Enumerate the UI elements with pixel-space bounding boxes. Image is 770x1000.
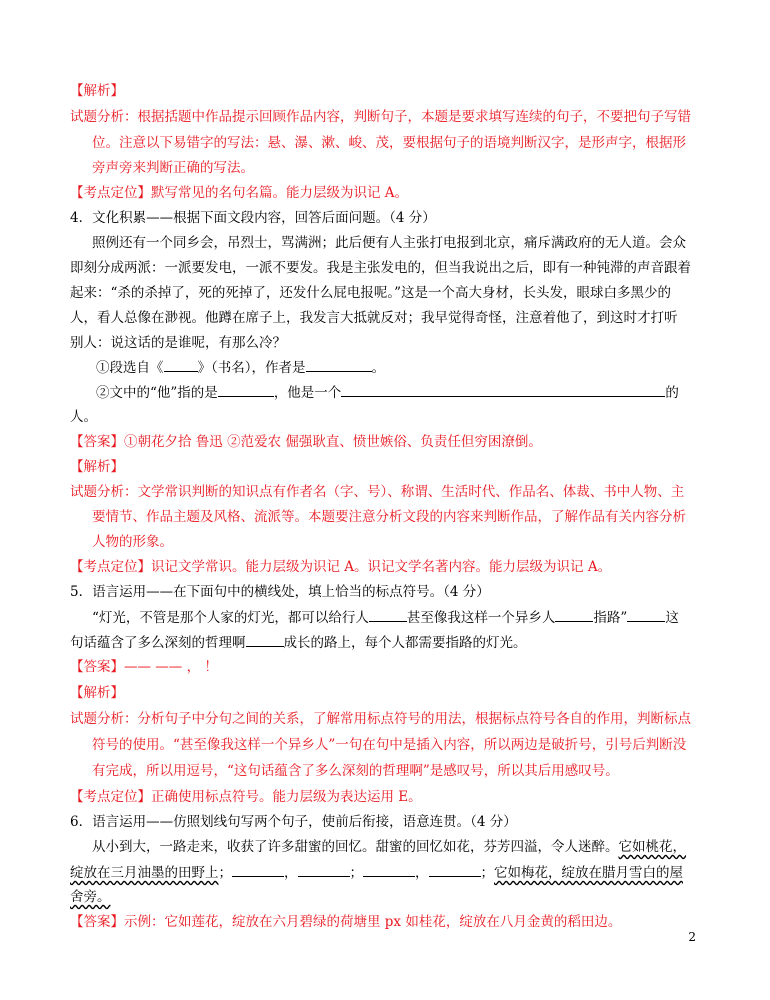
blank-punct-4[interactable] [246,633,284,647]
analysis-line: 人物的形象。 [92,534,173,550]
sub-question-2-end: 人。 [70,409,97,425]
blank-author[interactable] [306,358,372,372]
blank-book-title[interactable] [164,358,198,372]
blank-punct-2[interactable] [555,608,593,622]
question-5-line: “灯光，不管是那个人家的灯光，都可以给行人 甚至像我这样一个异乡人 指路” 这 [92,610,679,626]
question-5-line: 句话蕴含了多么深刻的哲理啊 成长的路上，每个人都需要指路的灯光。 [70,635,527,651]
analysis-line: 位。注意以下易错字的写法：悬、瀑、漱、峻、茂，要根据句子的语境判断汉字，是形声字，根据形 [92,135,686,151]
blank-sentence-1b[interactable] [298,863,350,877]
blank-sentence-2a[interactable] [363,863,415,877]
kaodian-line [70,184,408,202]
analysis-line: 旁声旁来判断正确的写法。 [92,160,254,176]
question-4-title: 4．文化积累——根据下面文段内容，回答后面问题。（4 分） [70,210,436,226]
analysis-line: 有完成，所以用逗号，“这句话蕴含了多么深刻的哲理啊”是感叹号，所以其后用感叹号。 [92,763,619,779]
analysis-line: 符号的使用。“甚至像我这样一个异乡人”一句在句中是插入内容，所以两边是破折号，引号后判断没 [92,737,687,753]
blank-person[interactable] [218,383,274,397]
underlined-sentence: 舍旁。 [70,889,111,905]
analysis-line: 要情节、作品主题及风格、流派等。本题要注意分析文段的内容来判断作品，了解作品有关内容分析 [92,509,686,525]
blank-sentence-1a[interactable] [232,863,284,877]
kaodian-line: 【考点定位】识记文学常识。能力层级为识记 A。识记文学名著内容。能力层级为识记 A。 [70,559,612,575]
blank-sentence-2b[interactable] [429,863,481,877]
page-number: 2 [688,930,696,944]
sub-question-1: ①段选自《 》（书名），作者是 。 [96,360,385,376]
passage-line: 起来：“杀的杀掉了，死的死掉了，还发什么屁电报呢。”这是一个高大身材，长头发，眼球白多黑少的 [70,285,672,301]
blank-punct-3[interactable] [627,608,665,622]
question-6-line [70,888,111,906]
kaodian-text: 【考点定位】默写常见的名句名篇。能力层级为识记 A。 [70,185,409,201]
kaodian-line: 【考点定位】正确使用标点符号。能力层级为表达运用 E。 [70,789,422,805]
underlined-sentence: 绽放在三月油墨的田野上 [70,865,219,881]
passage-line: 人，看人总像在渺视。他蹲在席子上，我发言大抵就反对；我早觉得奇怪，注意着他了，到这时才打听 [70,310,678,326]
underlined-sentence: 它如桃花， [618,839,686,855]
passage-line: 照例还有一个同乡会，吊烈士，骂满洲；此后便有人主张打电报到北京，痛斥满政府的无人道。会众 [92,235,686,251]
question-6-line: 绽放在三月油墨的田野上； ， ； ， ；它如梅花，绽放在腊月雪白的屋 [70,865,683,881]
jiexi-label: 【解析】 [70,459,124,475]
question-6-title: 6．语言运用——仿照划线句写两个句子，使前后衔接，语意连贯。（4 分） [70,814,517,830]
sub-question-2: ②文中的“他”指的是 ，他是一个 的 [96,385,679,401]
question-6-line: 从小到大，一路走来，收获了许多甜蜜的回忆。甜蜜的回忆如花，芬芳四溢，令人迷醉。它如桃花， [92,839,686,855]
passage-line: 别人：说这话的是谁呢，有那么冷？ [70,335,286,351]
answer-line: 【答案】①朝花夕拾 鲁迅 ②范爱农 倔强耿直、愤世嫉俗、负责任但穷困潦倒。 [70,434,542,450]
question-5-title: 5．语言运用——在下面句中的横线处，填上恰当的标点符号。（4 分） [70,584,490,600]
analysis-line: 试题分析：分析句子中分句之间的关系，了解常用标点符号的用法，根据标点符号各自的作用，判断标点 [70,711,691,727]
analysis-line: 试题分析：根据括题中作品提示回顾作品内容，判断句子，本题是要求填写连续的句子，不要把句子写错 [70,109,691,125]
underlined-sentence: 它如梅花，绽放在腊月雪白的屋 [494,865,683,881]
answer-line: 【答案】示例：它如莲花，绽放在六月碧绿的荷塘里 px 如桂花，绽放在八月金黄的稻田边。 [70,914,622,930]
blank-description[interactable] [341,383,665,397]
jiexi-label: 【解析】 [70,685,124,701]
analysis-line: 试题分析：文学常识判断的知识点有作者名（字、号）、称谓、生活时代、作品名、体裁、书中人物、主 [70,484,685,500]
blank-punct-1[interactable] [369,608,407,622]
jiexi-label: 【解析】 [70,83,124,99]
passage-line: 即刻分成两派：一派要发电，一派不要发。我是主张发电的，但当我说出之后，即有一种钝滞的声音跟着 [70,260,691,276]
answer-line: 【答案】—— —— ， ！ [70,659,218,675]
